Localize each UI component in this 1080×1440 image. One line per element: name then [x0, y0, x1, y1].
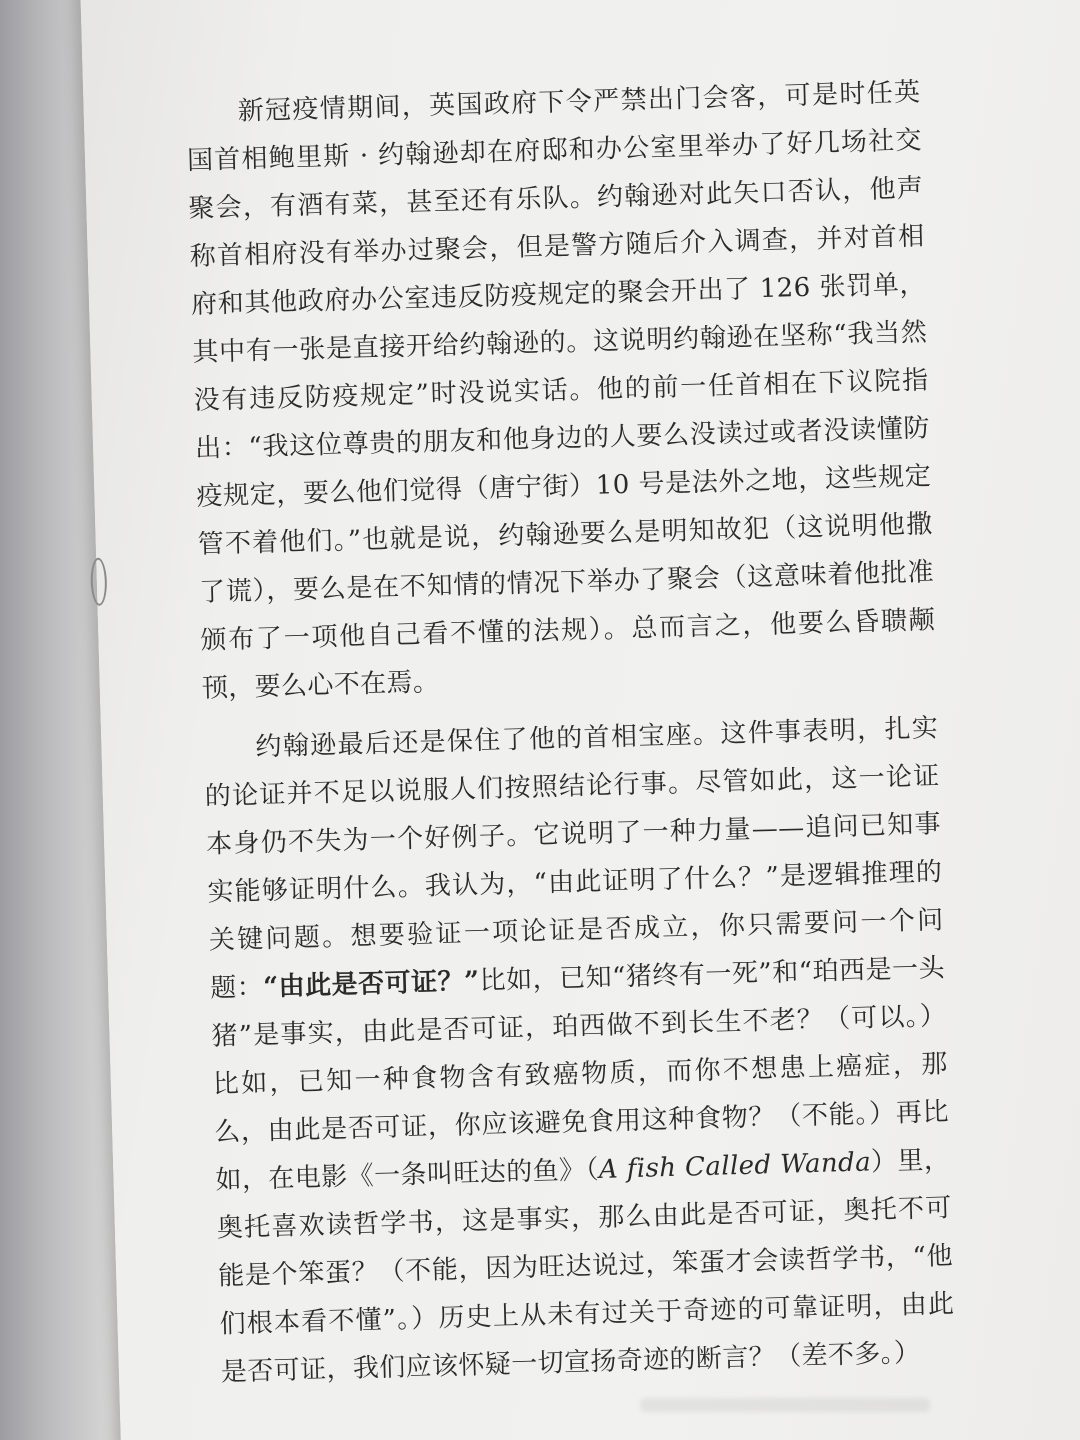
body-text: [185, 69, 956, 1397]
paragraph: [203, 704, 956, 1396]
book-page: [80, 0, 1080, 1440]
bold-phrase: “由此是否可证？”: [262, 966, 480, 1003]
text-run: 约翰逊最后还是保住了他的首相宝座。这件事表明，扎实的论证并不足以说服人们按照结论行事。尽管如此，这一论证本身仍不失为一个好例子。它说明了一种力量——追问已知事实能够证明什么。我认为，“由此证明了什么？”是逻辑推理的关键问题。想要验证一项论证是否成立，你只需要问一个问题：: [204, 713, 945, 1004]
italic-title: A fish Called Wanda: [598, 1147, 872, 1185]
faded-footer-text: [640, 1398, 930, 1412]
paragraph: [185, 69, 937, 713]
text-run: 比如，已知“猪终有一死”和“珀西是一头猪”是事实，由此是否可证，珀西做不到长生不老？（可以。）比如，已知一种食物含有致癌物质，而你不想患上癌症，那么，由此是否可证，你应该避免食用这种食物？（不能。）再比如，在电影《一条叫旺达的鱼》（: [211, 953, 950, 1196]
text-run: ）里，奥托喜欢读哲学书，这是事实，那么由此是否可证，奥托不可能是个笨蛋？（不能，因为旺达说过，笨蛋才会读哲学书，“他们根本看不懂”。）历史上从未有过关于奇迹的可靠证明，由此是否可证，我们应该怀疑一切宣扬奇迹的断言？（差不多。）: [216, 1145, 955, 1388]
text-run: 新冠疫情期间，英国政府下令严禁出门会客，可是时任英国首相鲍里斯 · 约翰逊却在府邸和办公室里举办了好几场社交聚会，有酒有菜，甚至还有乐队。约翰逊对此矢口否认，他声称首相府没有举办过聚会，但是警方随后介入调查，并对首相府和其他政府办公室违反防疫规定的聚会开出了 126 张罚单，其中有一张是直接开给约翰逊的。这说明约翰逊在坚称“我当然没有违反防疫规定”时没说实话。他的前一任首相在下议院指出：“我这位尊贵的朋友和他身边的人要么没读过或者没读懂防疫规定，要么他们觉得（唐宁街）10 号是法外之地，这些规定管不着他们。”也就是说，约翰逊要么是明知故犯（这说明他撒了谎），要么是在不知情的情况下举办了聚会（这意味着他批准颁布了一项他自己看不懂的法规）。总而言之，他要么昏聩颟顸，要么心不在焉。: [186, 77, 936, 704]
page-edge-mark: [90, 557, 107, 605]
